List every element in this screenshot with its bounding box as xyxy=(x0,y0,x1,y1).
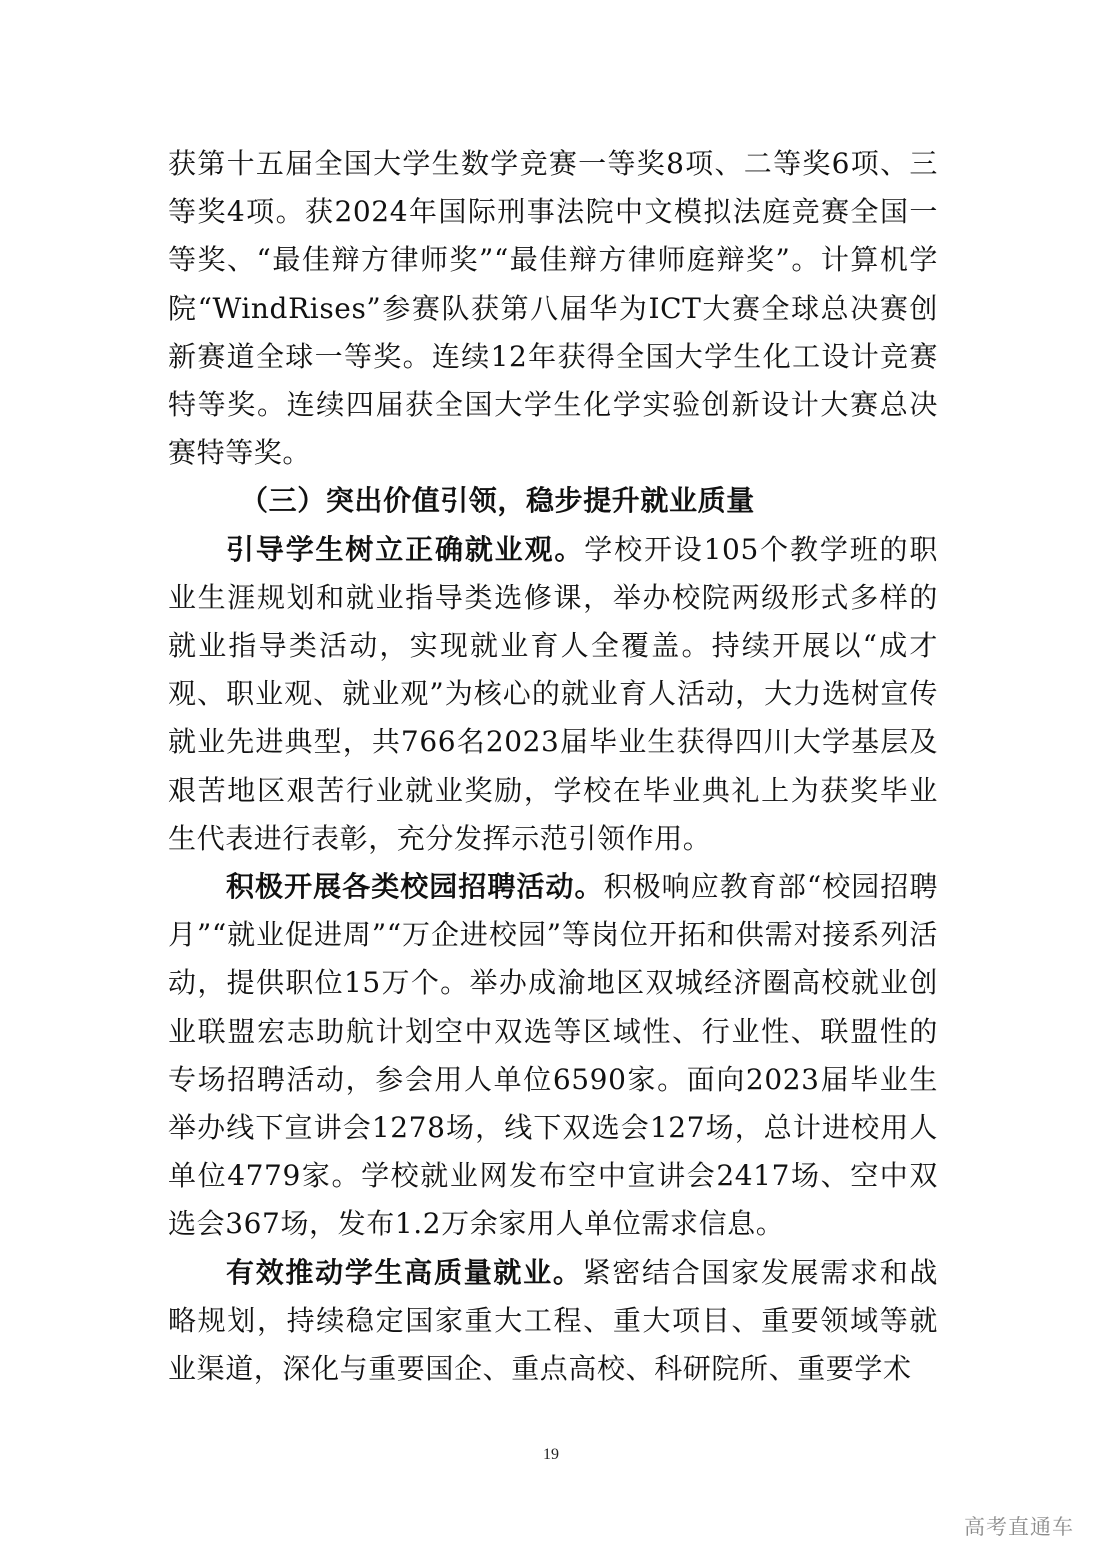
paragraph-text: 紧密结合国家发展需求和战略规划，持续稳定国家重大工程、重大项目、重要领域等就业渠道，深化与重要国企、重点高校、科研院所、重要学术 xyxy=(168,1255,939,1386)
paragraph-competition-awards xyxy=(168,140,938,477)
paragraph-text: 获第十五届全国大学生数学竞赛一等奖8项、二等奖6项、三等奖4项。获2024年国际刑事法院中文模拟法庭竞赛全国一等奖、“最佳辩方律师奖”“最佳辩方律师庭辩奖”。计算机学院“WindRises”参赛队获第八届华为ICT大赛全球总决赛创新赛道全球一等奖。连续12年获得全国大学生化工设计竞赛特等奖。连续四届获全国大学生化学实验创新设计大赛总决赛特等奖。 xyxy=(168,147,938,470)
paragraph-lead: 有效推动学生高质量就业。 xyxy=(226,1255,583,1289)
paragraph-lead: 积极开展各类校园招聘活动。 xyxy=(226,870,604,904)
paragraph-text: 积极响应教育部“校园招聘月”“就业促进周”“万企进校园”等岗位开拓和供需对接系列活动，提供职位15万个。举办成渝地区双城经济圈高校就业创业联盟宏志助航计划空中双选等区域性、行业性、联盟性的专场招聘活动，参会用人单位6590家。面向2023届毕业生举办线下宣讲会1278场，线下双选会127场，总计进校用人单位4779家。学校就业网发布空中宣讲会2417场、空中双选会367场，发布1.2万余家用人单位需求信息。 xyxy=(168,870,938,1241)
section-heading xyxy=(168,477,938,525)
paragraph-lead: 引导学生树立正确就业观。 xyxy=(226,532,585,566)
paragraph-quality-employment xyxy=(168,1249,938,1394)
body-text xyxy=(168,140,938,1393)
paragraph-text: 学校开设105个教学班的职业生涯规划和就业指导类选修课，举办校院两级形式多样的就业指导类活动，实现就业育人全覆盖。持续开展以“成才观、职业观、就业观”为核心的就业育人活动，大力选树宣传就业先进典型，共766名2023届毕业生获得四川大学基层及艰苦地区艰苦行业就业奖励，学校在毕业典礼上为获奖毕业生代表进行表彰，充分发挥示范引领作用。 xyxy=(168,532,939,855)
page-number: 19 xyxy=(543,1446,559,1463)
paragraph-campus-recruitment xyxy=(168,863,938,1249)
paragraph-employment-outlook xyxy=(168,526,938,863)
section-heading-text: （三）突出价值引领，稳步提升就业质量 xyxy=(240,484,755,518)
watermark: 高考直通车 xyxy=(964,1515,1074,1539)
